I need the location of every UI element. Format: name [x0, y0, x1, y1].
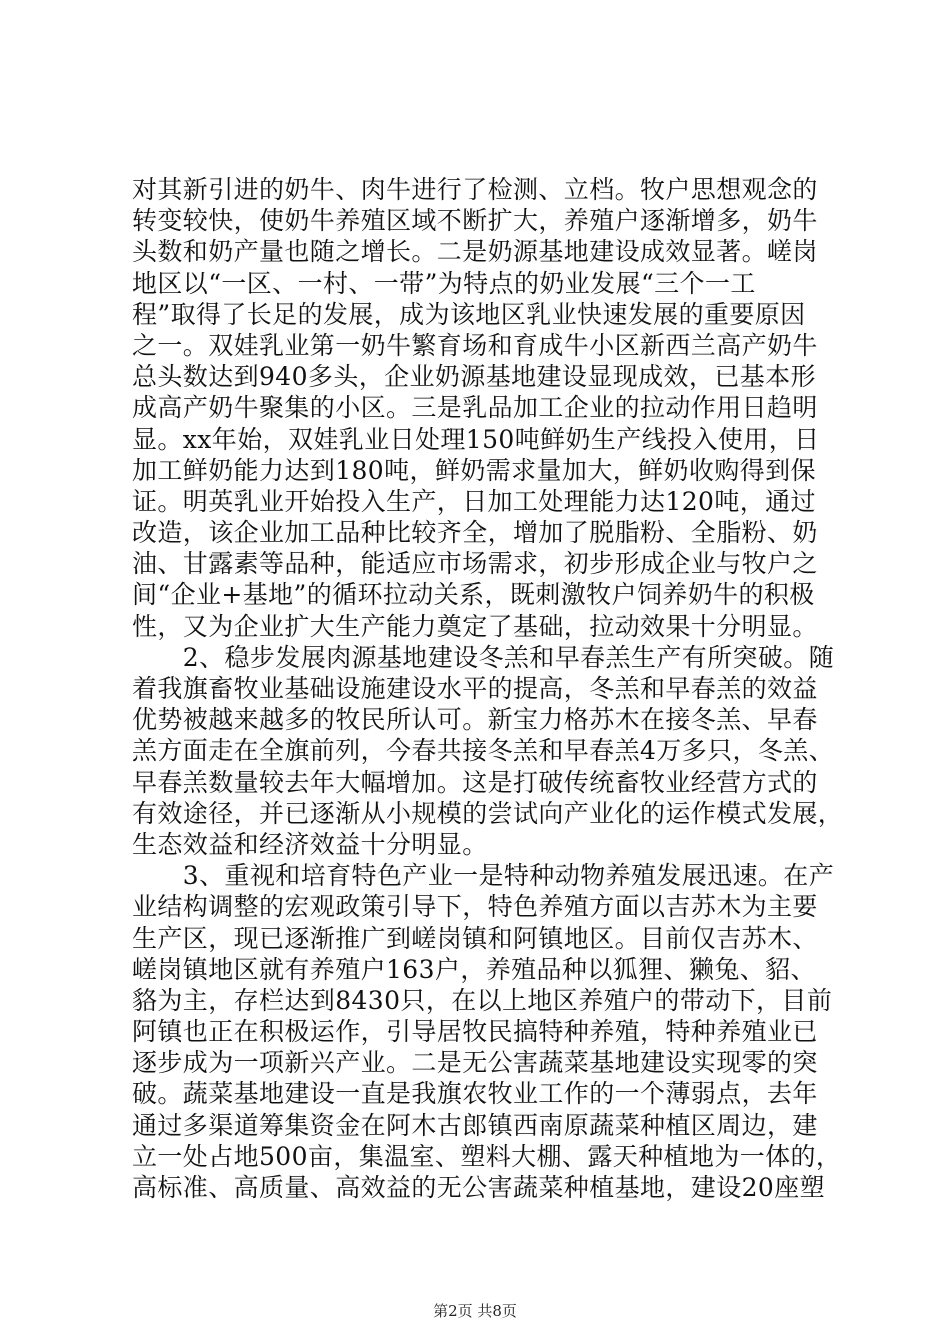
text-line: 成高产奶牛聚集的小区。三是乳品加工企业的拉动作用日趋明	[132, 393, 818, 423]
text-line: 2、稳步发展肉源基地建设冬羔和早春羔生产有所突破。随	[132, 642, 835, 672]
text-line: 油、甘露素等品种，能适应市场需求，初步形成企业与牧户之	[132, 549, 818, 579]
page-number-footer: 第2页 共8页	[433, 1302, 517, 1320]
text-line: 阿镇也正在积极运作，引导居牧民搞特种养殖，特种养殖业已	[132, 1017, 818, 1047]
text-line: 之一。双娃乳业第一奶牛繁育场和育成牛小区新西兰高产奶牛	[132, 330, 818, 360]
text-line: 程”取得了长足的发展，成为该地区乳业快速发展的重要原因	[132, 299, 806, 329]
text-line: 羔方面走在全旗前列，今春共接冬羔和早春羔4万多只，冬羔、	[132, 736, 835, 766]
text-line: 高标准、高质量、高效益的无公害蔬菜种植基地，建设20座塑	[132, 1173, 826, 1202]
text-line: 着我旗畜牧业基础设施建设水平的提高，冬羔和早春羔的效益	[132, 674, 818, 703]
text-line: 对其新引进的奶牛、肉牛进行了检测、立档。牧户思想观念的	[132, 175, 818, 204]
text-line: 性，又为企业扩大生产能力奠定了基础，拉动效果十分明显。	[132, 611, 818, 641]
text-line: 逐步成为一项新兴产业。二是无公害蔬菜基地建设实现零的突	[132, 1048, 818, 1078]
text-line: 貉为主，存栏达到8430只，在以上地区养殖户的带动下，目前	[132, 985, 833, 1015]
text-line: 破。蔬菜基地建设一直是我旗农牧业工作的一个薄弱点，去年	[132, 1079, 818, 1109]
text-line: 嵯岗镇地区就有养殖户163户，养殖品种以狐狸、獭兔、貂、	[132, 954, 816, 984]
text-line: 通过多渠道筹集资金在阿木古郎镇西南原蔬菜种植区周边，建	[132, 1110, 818, 1140]
text-line: 间“企业+基地”的循环拉动关系，既刺激牧户饲养奶牛的积极	[132, 580, 815, 610]
text-line: 优势被越来越多的牧民所认可。新宝力格苏木在接冬羔、早春	[132, 705, 818, 735]
text-line: 早春羔数量较去年大幅增加。这是打破传统畜牧业经营方式的	[132, 767, 818, 797]
text-line: 生态效益和经济效益十分明显。	[132, 829, 488, 859]
text-line: 业结构调整的宏观政策引导下，特色养殖方面以吉苏木为主要	[132, 892, 818, 922]
text-line: 立一处占地500亩，集温室、塑料大棚、露天种植地为一体的，	[132, 1141, 842, 1171]
text-line: 生产区，现已逐渐推广到嵯岗镇和阿镇地区。目前仅吉苏木、	[132, 923, 818, 953]
text-line: 有效途径，并已逐渐从小规模的尝试向产业化的运作模式发展，	[132, 798, 844, 828]
text-line: 加工鲜奶能力达到180吨，鲜奶需求量加大，鲜奶收购得到保	[132, 455, 816, 485]
text-line: 显。xx年始，双娃乳业日处理150吨鲜奶生产线投入使用，日	[132, 424, 820, 454]
text-line: 地区以“一区、一村、一带”为特点的奶业发展“三个一工	[132, 268, 756, 298]
text-line: 转变较快，使奶牛养殖区域不断扩大，养殖户逐渐增多，奶牛	[132, 206, 818, 236]
text-line: 总头数达到940多头，企业奶源基地建设显现成效，已基本形	[132, 362, 816, 392]
text-line: 3、重视和培育特色产业一是特种动物养殖发展迅速。在产	[132, 861, 835, 891]
text-line: 证。明英乳业开始投入生产，日加工处理能力达120吨，通过	[132, 486, 816, 516]
text-line: 头数和奶产量也随之增长。二是奶源基地建设成效显著。嵯岗	[132, 237, 818, 267]
text-line: 改造，该企业加工品种比较齐全，增加了脱脂粉、全脂粉、奶	[132, 518, 818, 548]
body-text	[132, 174, 844, 1203]
